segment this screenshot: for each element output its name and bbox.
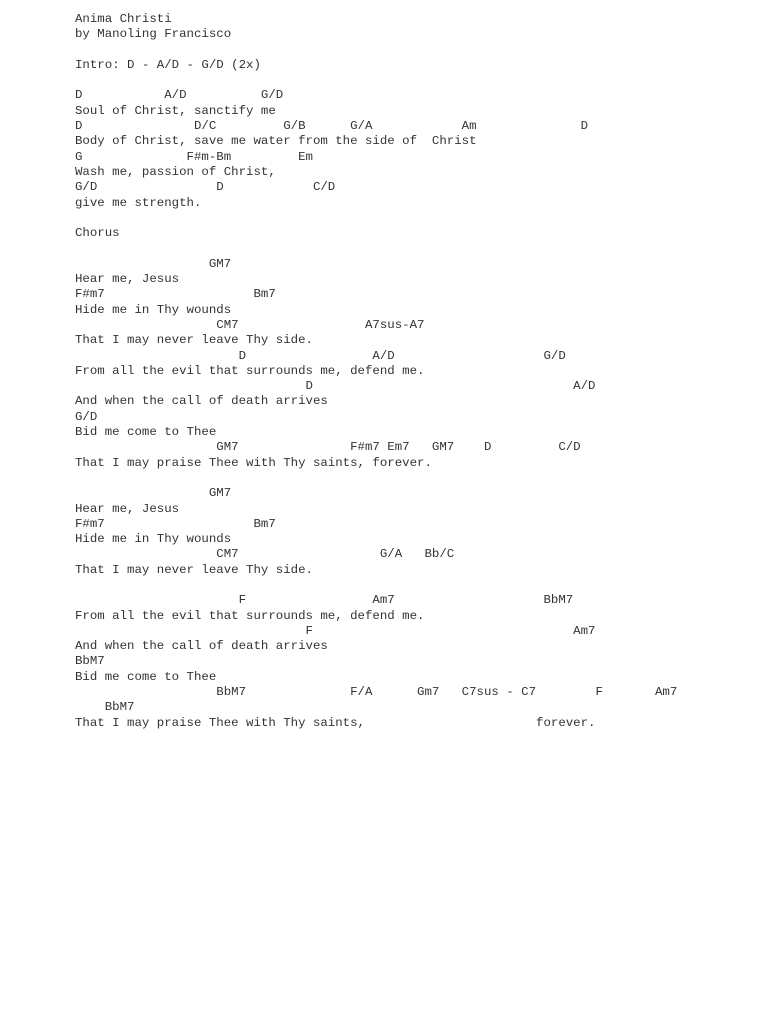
- lyric-line: Hear me, Jesus: [75, 501, 180, 516]
- lyric-line: Hide me in Thy wounds: [75, 302, 232, 317]
- chord-line: D A/D G/D: [75, 348, 566, 363]
- chord-line: CM7 A7sus-A7: [75, 317, 425, 332]
- chord-line: F Am7 BbM7: [75, 593, 574, 608]
- blank-line: [75, 43, 755, 58]
- intro-line: Intro: D - A/D - G/D (2x): [75, 57, 261, 72]
- lyric-line: Hear me, Jesus: [75, 272, 180, 287]
- chord-line: CM7 G/A Bb/C: [75, 547, 455, 562]
- chord-line: F#m7 Bm7: [75, 287, 276, 302]
- blank-line: [75, 241, 755, 256]
- lyric-line: That I may praise Thee with Thy saints, forever.: [75, 455, 432, 470]
- chord-line: GM7: [75, 486, 232, 501]
- lyric-line: Hide me in Thy wounds: [75, 532, 232, 547]
- chord-sheet: [75, 12, 755, 731]
- song-author: by Manoling Francisco: [75, 27, 232, 42]
- lyric-line: That I may never leave Thy side.: [75, 562, 313, 577]
- chord-line: D A/D G/D: [75, 88, 284, 103]
- blank-line: [75, 211, 755, 226]
- blank-line: [75, 73, 755, 88]
- lyric-line: Bid me come to Thee: [75, 669, 217, 684]
- chord-line: BbM7: [75, 700, 135, 715]
- lyric-line: And when the call of death arrives: [75, 394, 328, 409]
- lyric-line: give me strength.: [75, 195, 202, 210]
- chord-line: G/D: [75, 409, 98, 424]
- lyric-line: Bid me come to Thee: [75, 425, 217, 440]
- blank-line: [75, 578, 755, 593]
- lyric-line: That I may never leave Thy side.: [75, 333, 313, 348]
- lyric-line: From all the evil that surrounds me, defend me.: [75, 608, 425, 623]
- blank-line: [75, 471, 755, 486]
- chord-line: GM7 F#m7 Em7 GM7 D C/D: [75, 440, 581, 455]
- chord-line: D A/D: [75, 379, 596, 394]
- chord-line: G/D D C/D: [75, 180, 336, 195]
- lyric-line: That I may praise Thee with Thy saints, forever.: [75, 715, 596, 730]
- chord-line: F#m7 Bm7: [75, 516, 276, 531]
- lyric-line: From all the evil that surrounds me, defend me.: [75, 363, 425, 378]
- song-title: Anima Christi: [75, 12, 172, 26]
- lyric-line: And when the call of death arrives: [75, 639, 328, 654]
- chord-line: G F#m-Bm Em: [75, 149, 313, 164]
- chord-line: BbM7: [75, 654, 105, 669]
- chord-line: BbM7 F/A Gm7 C7sus - C7 F Am7: [75, 685, 678, 700]
- section-label: Chorus: [75, 226, 120, 241]
- lyric-line: Soul of Christ, sanctify me: [75, 103, 276, 118]
- chord-line: D D/C G/B G/A Am D: [75, 119, 589, 134]
- chord-line: GM7: [75, 256, 232, 271]
- lyric-line: Body of Christ, save me water from the side of Christ: [75, 134, 477, 149]
- lyric-line: Wash me, passion of Christ,: [75, 164, 276, 179]
- chord-line: F Am7: [75, 623, 596, 638]
